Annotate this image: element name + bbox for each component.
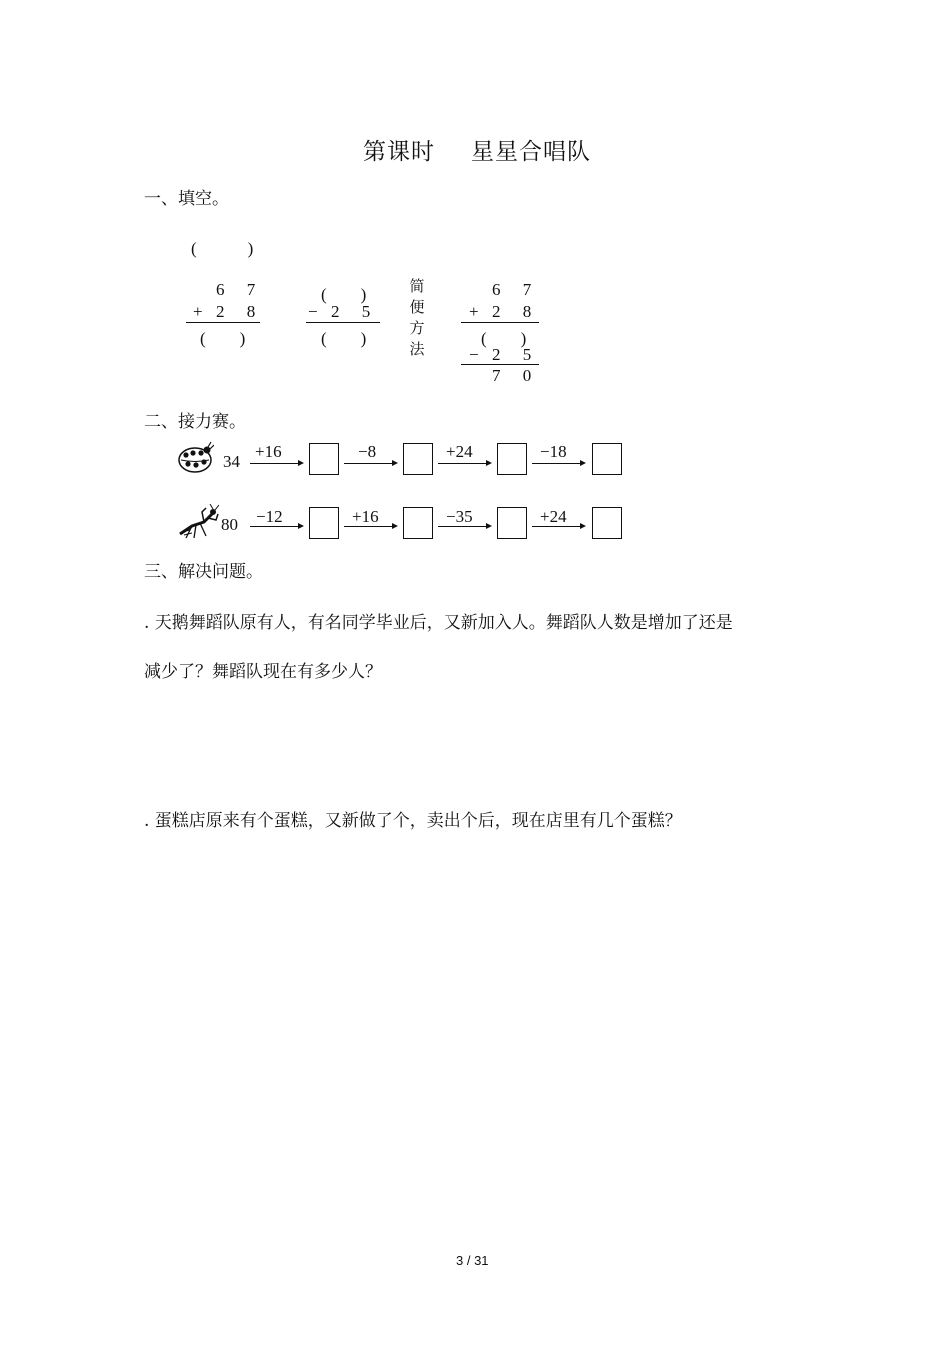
col3-top: 6 7 [492,280,541,299]
lesson-name: 星星合唱队 [471,139,591,165]
label-char: 方 [409,319,425,337]
col3-third: 2 5 [492,345,541,364]
label-char: 法 [409,340,425,358]
arrow-icon [344,526,396,527]
arrow-icon [438,463,490,464]
col1-op: + [193,302,203,321]
col1-top: 6 7 [216,280,265,299]
col3-line1 [461,322,539,323]
label-char: 简 [409,277,425,295]
col3-line2 [461,364,539,365]
col3-op2: − [469,345,479,364]
operation-label: +16 [352,507,379,526]
top-blank-paren: ( ) [191,239,254,258]
section-1-heading: 一、填空。 [144,189,229,209]
answer-box[interactable] [403,443,433,475]
answer-box[interactable] [592,443,622,475]
arrow-icon [344,463,396,464]
section-3-heading: 三、解决问题。 [144,562,263,582]
arrow-icon [250,463,302,464]
label-char: 便 [409,298,425,316]
operation-label: −12 [256,507,283,526]
question-1-line-2: 减少了？舞蹈队现在有多少人？ [144,662,382,682]
col2-op: − [308,302,318,321]
col3-op1: + [469,302,479,321]
start-number: 34 [223,452,240,471]
operation-label: +16 [255,442,282,461]
answer-box[interactable] [403,507,433,539]
col1-second: 2 8 [216,302,265,321]
answer-box[interactable] [497,507,527,539]
question-1-line-1: . 天鹅舞蹈队原有人，有名同学毕业后，又新加入人。舞蹈队人数是增加了还是 [144,613,733,633]
col3-second: 2 8 [492,302,541,321]
arrow-icon [532,463,584,464]
page-title [363,133,591,166]
operation-label: −18 [540,442,567,461]
answer-box[interactable] [309,507,339,539]
operation-label: +24 [446,442,473,461]
arrow-icon [532,526,584,527]
col1-result: ( ) [200,329,246,348]
mantis-icon [176,504,220,546]
arrow-icon [438,526,490,527]
question-2: . 蛋糕店原来有个蛋糕，又新做了个，卖出个后，现在店里有几个蛋糕？ [144,811,682,831]
col3-result: 7 0 [492,366,541,385]
col2-second: 2 5 [331,302,380,321]
lesson-number: 第课时 [363,139,435,165]
simplified-method-label [409,276,425,360]
answer-box[interactable] [497,443,527,475]
arrow-icon [250,526,302,527]
operation-label: +24 [540,507,567,526]
start-number: 80 [221,515,238,534]
col2-line [306,322,380,323]
ladybug-icon [176,441,214,479]
col2-top-paren: ( ) [321,285,367,304]
col1-line [186,322,260,323]
col3-mid: ( ) [481,329,527,348]
operation-label: −8 [358,442,377,461]
col2-result: ( ) [321,329,367,348]
operation-label: −35 [446,507,473,526]
section-2-heading: 二、接力赛。 [144,412,246,432]
answer-box[interactable] [592,507,622,539]
page-number: 3 / 31 [456,1253,489,1268]
answer-box[interactable] [309,443,339,475]
